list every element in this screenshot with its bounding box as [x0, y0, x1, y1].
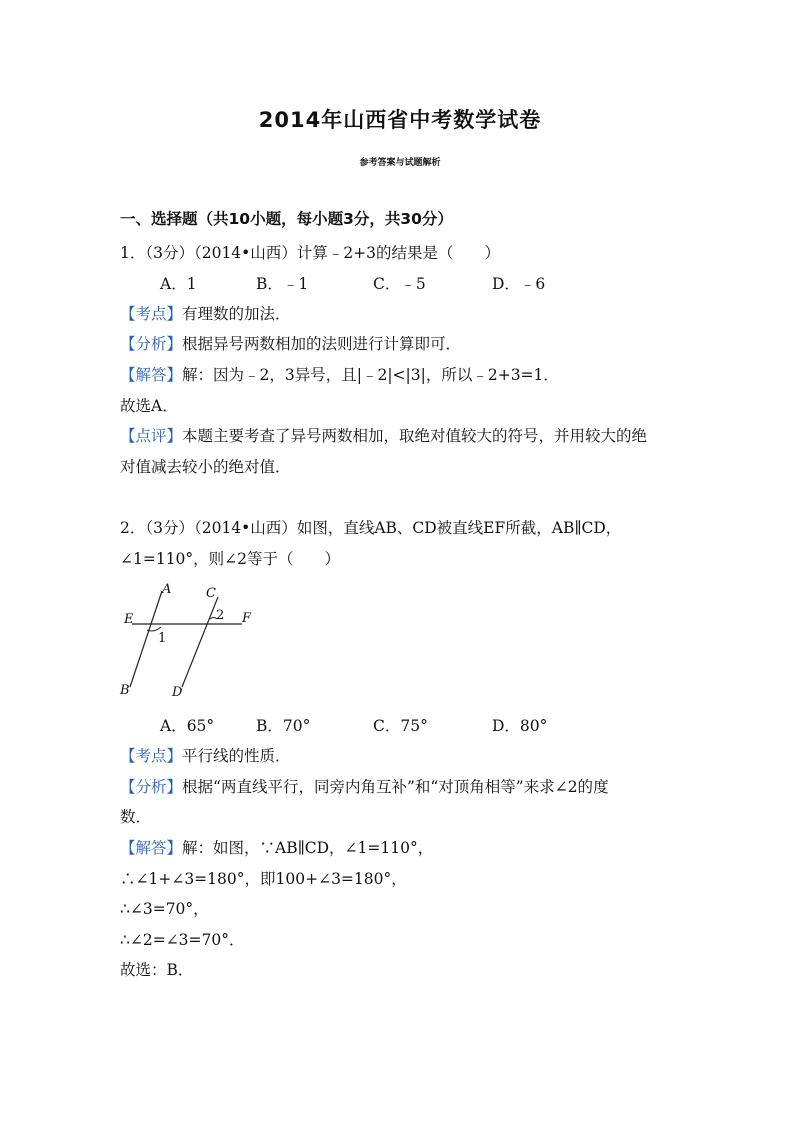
q1-dianping-text-1: 本题主要考查了异号两数相加，取绝对值较大的符号，并用较大的绝	[182, 427, 648, 445]
page-subtitle: 参考答案与试题解析	[359, 158, 441, 168]
q1-result: 故选A．	[120, 397, 178, 415]
q1-fenxi-text: 根据异号两数相加的法则进行计算即可．	[182, 335, 462, 353]
section-heading: 一、选择题（共10小题，每小题3分，共30分）	[120, 210, 453, 228]
label-e: E	[124, 612, 134, 627]
kaodian-tag: 【考点】	[120, 747, 183, 765]
fenxi-tag: 【分析】	[120, 335, 183, 353]
kaodian-tag: 【考点】	[120, 305, 183, 323]
q2-option-c: C．75°	[373, 717, 428, 735]
label-d: D	[172, 685, 183, 700]
q2-stem-line-1: 2．（3分）（2014•山西）如图，直线AB、CD被直线EF所截，AB∥CD，	[120, 519, 622, 537]
q2-result: 故选：B．	[120, 961, 194, 979]
line-cd	[182, 597, 218, 687]
q1-dianping-text-2: 对值减去较小的绝对值．	[120, 458, 291, 476]
q1-option-d: D．﹣6	[492, 275, 546, 293]
q1-option-c: C．﹣5	[373, 275, 426, 293]
q1-kaodian	[120, 304, 291, 324]
q1-stem: 1．（3分）（2014•山西）计算﹣2+3的结果是（ ）	[120, 244, 501, 262]
q2-jieda	[120, 838, 433, 858]
label-angle-2: 2	[216, 608, 225, 623]
q1-jieda	[120, 365, 559, 385]
q1-dianping	[120, 426, 647, 446]
label-f: F	[242, 611, 252, 626]
q2-option-a: A．65°	[160, 717, 215, 735]
jieda-tag: 【解答】	[120, 366, 183, 384]
dianping-tag: 【点评】	[120, 427, 183, 445]
label-c: C	[206, 586, 216, 601]
page-title: 2014年山西省中考数学试卷	[258, 108, 542, 132]
jieda-tag: 【解答】	[120, 839, 183, 857]
q2-kaodian-text: 平行线的性质．	[182, 747, 291, 765]
q2-step-2: ∴∠3=70°，	[120, 900, 209, 918]
label-b: B	[120, 683, 130, 698]
q2-kaodian	[120, 746, 291, 766]
label-angle-1: 1	[158, 631, 167, 646]
q1-option-a: A．1	[160, 275, 197, 293]
q2-option-b: B．70°	[256, 717, 311, 735]
q2-step-3: ∴∠2=∠3=70°．	[120, 931, 245, 949]
q2-jieda-text: 解：如图，∵AB∥CD，∠1=110°，	[182, 839, 434, 857]
q2-option-d: D．80°	[492, 717, 548, 735]
fenxi-tag: 【分析】	[120, 778, 183, 796]
q2-stem-line-2: ∠1=110°，则∠2等于（ ）	[120, 550, 341, 568]
q2-step-1: ∴∠1+∠3=180°，即100+∠3=180°，	[120, 870, 407, 888]
q1-option-b: B．﹣1	[256, 275, 309, 293]
q2-fenxi	[120, 777, 609, 797]
q2-fenxi-text-2: 数．	[120, 808, 152, 826]
q1-kaodian-text: 有理数的加法．	[182, 305, 291, 323]
label-a: A	[162, 583, 172, 597]
parallel-lines-figure	[118, 583, 258, 701]
q1-jieda-text: 解：因为﹣2，3异号，且|﹣2|<|3|，所以﹣2+3=1．	[182, 366, 559, 384]
q2-fenxi-text-1: 根据“两直线平行，同旁内角互补”和“对顶角相等”来求∠2的度	[182, 778, 609, 796]
q1-fenxi	[120, 334, 461, 354]
